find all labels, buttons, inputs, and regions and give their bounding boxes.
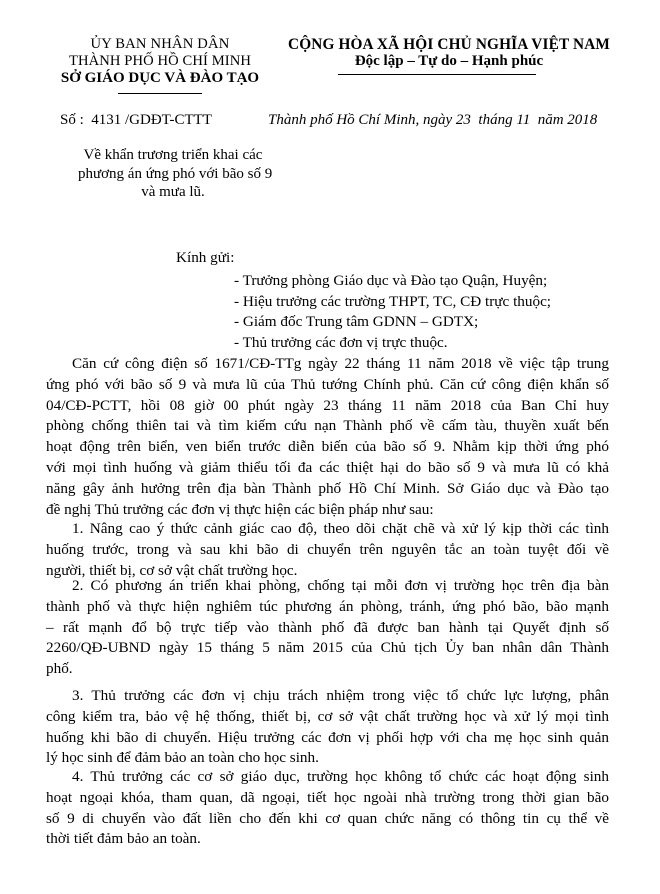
body-line: 1. Nâng cao ý thức cảnh giác cao độ, theo dõi chặt chẽ và xử lý kịp thời các tình — [72, 520, 609, 537]
body-line: 4. Thủ trưởng các cơ sở giáo dục, trường học không tổ chức các hoạt động sinh — [72, 768, 609, 785]
body-line: huống trước, trong và sau khi bão di chuyển trên nguyên tắc an toàn tuyệt đối về — [46, 540, 609, 558]
recipient-item: - Giám đốc Trung tâm GDNN – GDTX; — [234, 313, 479, 330]
motto-underline — [338, 74, 536, 75]
agency-line-2: THÀNH PHỐ HỒ CHÍ MINH — [68, 53, 252, 69]
body-line: 2. Có phương án triển khai phòng, chống tại mỗi đơn vị trường học trên địa bàn — [72, 577, 609, 594]
body-line: phòng chống thiên tai và tìm kiếm cứu nạn Thành phố về cấm tàu, thuyền xuất bến — [46, 417, 609, 435]
place-and-date: Thành phố Hồ Chí Minh, ngày 23 tháng 11 năm 2018 — [268, 112, 598, 128]
body-line: 3. Thủ trưởng các đơn vị chịu trách nhiệm trong việc tổ chức lực lượng, phân — [72, 687, 609, 704]
intro-paragraph — [46, 354, 609, 520]
body-line: hoạt động trên biển, ven biển trước diễn biến của bão số 9. Nhằm kịp thời ứng phó — [46, 438, 609, 456]
document-subject — [78, 146, 273, 202]
body-line: hoạt ngoại khóa, tham quan, dã ngoại, tiết học ngoài nhà trường trong thời gian bão — [46, 788, 609, 806]
issuing-agency — [50, 36, 270, 87]
agency-line-1: ỦY BAN NHÂN DÂN — [90, 36, 230, 52]
item-2-paragraph — [46, 576, 609, 680]
body-line: Căn cứ công điện số 1671/CĐ-TTg ngày 22 tháng 11 năm 2018 về việc tập trung — [72, 355, 609, 372]
item-1-paragraph — [46, 519, 609, 581]
item-3-paragraph — [46, 686, 609, 769]
body-line: với mọi tình huống và giảm thiểu tối đa các thiệt hại do bão số 9 và mưa lũ có khả — [46, 458, 609, 476]
body-line: ứng phó với bão số 9 và mưa lũ của Thủ tướng Chính phủ. Căn cứ công điện khẩn số — [46, 375, 609, 393]
nation-name: CỘNG HÒA XÃ HỘI CHỦ NGHĨA VIỆT NAM — [288, 36, 610, 53]
body-line: thành phố và thực hiện nghiêm túc phương án phòng, tránh, ứng phó bão, bão mạnh — [46, 597, 609, 615]
body-line: lý học sinh để đảm bảo an toàn cho học sinh. — [46, 749, 319, 767]
recipients-heading: Kính gửi: — [176, 249, 235, 266]
body-line: đề nghị Thủ trưởng các đơn vị thực hiện các biện pháp như sau: — [46, 500, 434, 518]
subject-line: và mưa lũ. — [141, 184, 205, 200]
subject-line: phương án ứng phó với bão số 9 — [78, 165, 273, 182]
body-line: năng gây ảnh hưởng trên địa bàn Thành phố Hồ Chí Minh. Sở Giáo dục và Đào tạo — [46, 479, 609, 497]
recipient-item: - Hiệu trưởng các trường THPT, TC, CĐ trực thuộc; — [234, 292, 552, 310]
body-line: số 9 di chuyển vào đất liền cho đến khi cơ quan chức năng có thông tin cụ thể về — [46, 809, 609, 827]
item-4-paragraph — [46, 767, 609, 850]
agency-underline — [118, 93, 202, 94]
subject-line: Về khẩn trương triển khai các — [83, 147, 263, 163]
body-line: công kiểm tra, bảo vệ hệ thống, thiết bị, cơ sở vật chất trường học và xử lý mọi tình — [46, 707, 609, 725]
agency-line-3: SỞ GIÁO DỤC VÀ ĐÀO TẠO — [60, 70, 260, 86]
body-line: phố. — [46, 660, 73, 678]
national-motto: Độc lập – Tự do – Hạnh phúc — [354, 53, 544, 69]
body-line: huống khi bão di chuyển. Hiệu trưởng các đơn vị phối hợp với cha mẹ học sinh quản — [46, 728, 609, 746]
recipient-item: - Trưởng phòng Giáo dục và Đào tạo Quận, Huyện; — [234, 272, 548, 289]
body-line: 04/CĐ-PCTT, hồi 08 giờ 00 phút ngày 23 tháng 11 năm 2018 của Ban Chỉ huy — [46, 396, 609, 414]
body-line: người, thiết bị, cơ sở vật chất trường học. — [46, 561, 298, 579]
recipients-list — [234, 271, 551, 353]
body-line: 2260/QĐ-UBND ngày 15 tháng 5 năm 2015 của Chủ tịch Ủy ban nhân dân Thành — [46, 639, 609, 657]
body-line: thời tiết đảm bảo an toàn. — [46, 830, 201, 848]
recipient-item: - Thủ trưởng các đơn vị trực thuộc. — [234, 333, 448, 351]
document-number: Số : 4131 /GDĐT-CTTT — [60, 112, 212, 128]
national-title — [268, 36, 630, 70]
body-line: – rất mạnh đổ bộ trực tiếp vào thành phố đã được ban hành tại Quyết định số — [46, 618, 609, 636]
